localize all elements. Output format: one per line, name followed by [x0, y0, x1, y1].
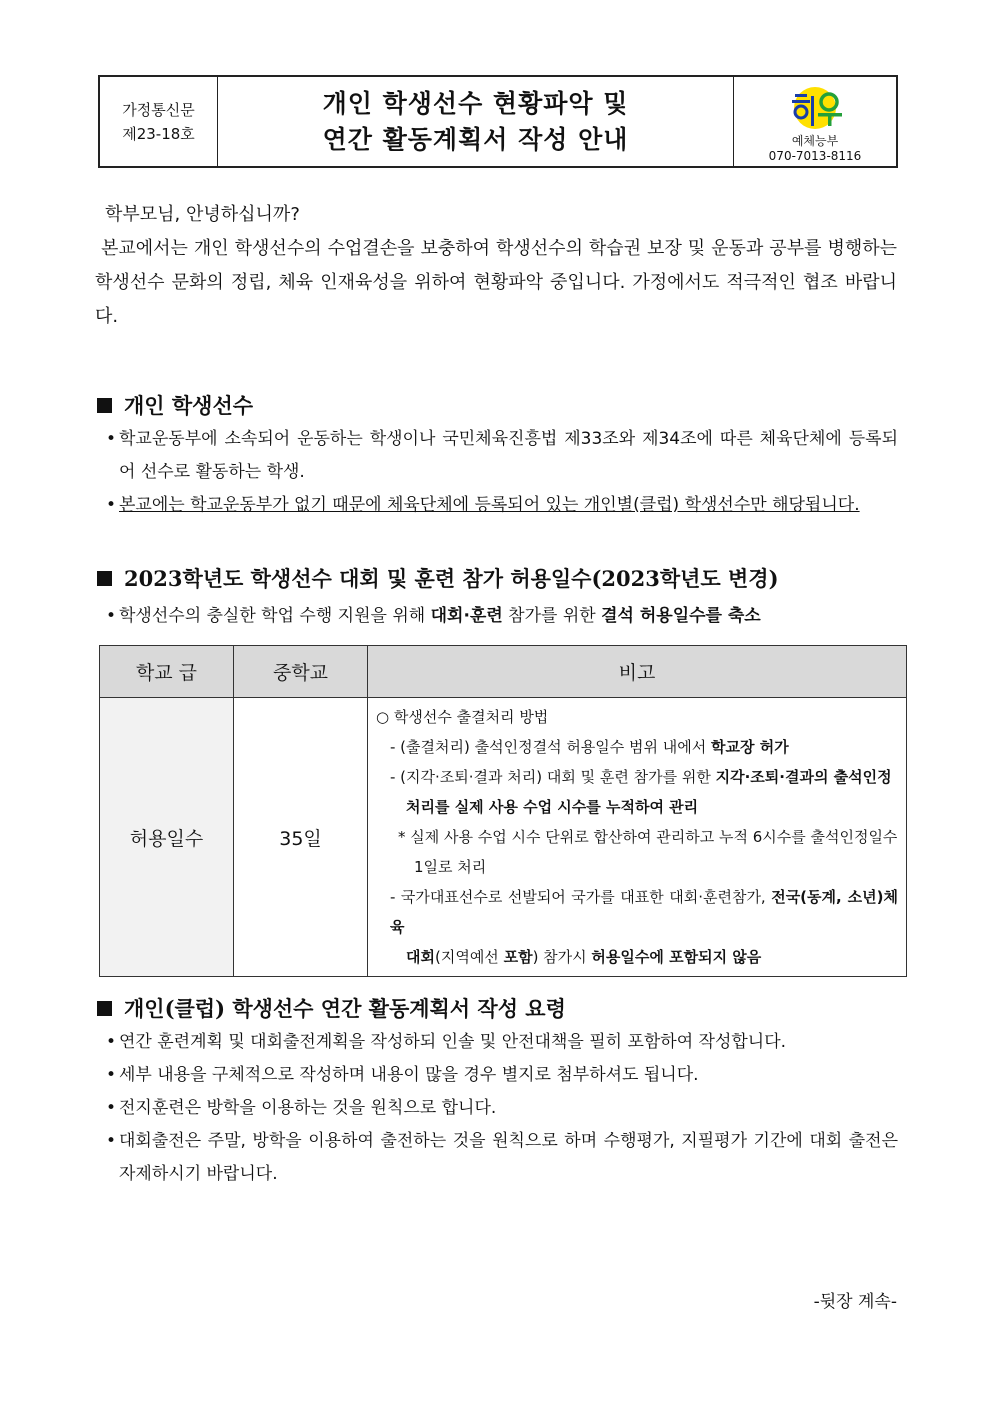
table-row — [100, 698, 907, 977]
greeting: 학부모님, 안녕하십니까? — [105, 204, 300, 225]
list-item: • 세부 내용을 구체적으로 작성하며 내용이 많을 경우 별지로 첨부하셔도 됩니다. — [106, 1059, 898, 1092]
table-header-cell: 중학교 — [234, 646, 368, 698]
row-label: 허용일수 — [100, 698, 234, 977]
document-header — [98, 75, 898, 168]
list-item: • 학교운동부에 소속되어 운동하는 학생이나 국민체육진흥법 제33조와 제34조에 따른 체육단체에 등록되어 선수로 활동하는 학생. — [106, 423, 898, 489]
title-line-1: 개인 학생선수 현황파악 및 — [322, 88, 629, 118]
bullet-dot-icon: • — [106, 1098, 117, 1118]
list-item: • 학생선수의 충실한 학업 수행 지원을 위해 대회·훈련 참가를 위한 결석 허용일수를 축소 — [106, 600, 898, 633]
continue-note: -뒷장 계속- — [813, 1292, 897, 1312]
notes-cell: ○ 학생선수 출결처리 방법 - (출결처리) 출석인정결석 허용일수 범위 내에서 학교장 허가 - (지각·조퇴·결과 처리) 대회 및 훈련 참가를 위한 지각·조퇴·결과의 출석인정 처리를 실제 사용 수업 시수를 누적하여 관리 * 실제 사용 수업 시수 단위로 합산하여 관리하고 누적 6시수를 출석인정일수 1일로 처리 - 국가대표선수로 선발되어 국가를 대표한 대회·훈련참가, 전국(동계, 소년)체육 대회(지역예선 포함) 참가시 허용일수에 포함되지 않음 — [368, 698, 907, 977]
bullet-dot-icon: • — [106, 1131, 117, 1151]
list-item: • 전지훈련은 방학을 이용하는 것을 원칙으로 합니다. — [106, 1092, 898, 1125]
list-item: • 대회출전은 주말, 방학을 이용하여 출전하는 것을 원칙으로 하며 수행평가, 지필평가 기간에 대회 출전은 자제하시기 바랍니다. — [106, 1125, 898, 1191]
bullet-dot-icon: • — [106, 606, 117, 626]
list-item: • 본교에는 학교운동부가 없기 때문에 체육단체에 등록되어 있는 개인별(클럽) 학생선수만 해당됩니다. — [106, 489, 898, 522]
section-1-bullets — [106, 423, 898, 522]
section-title-3: 개인(클럽) 학생선수 연간 활동계획서 작성 요령 — [95, 993, 566, 1023]
section-3-bullets — [106, 1026, 898, 1191]
table-header-row — [100, 646, 907, 698]
document-title — [218, 77, 734, 166]
list-item: • 연간 훈련계획 및 대회출전계획을 작성하되 인솔 및 안전대책을 필히 포함하여 작성합니다. — [106, 1026, 898, 1059]
bullet-dot-icon: • — [106, 429, 117, 449]
doc-number-box — [100, 77, 218, 166]
phone-number: 070-7013-8116 — [768, 149, 862, 163]
section-title-2: 2023학년도 학생선수 대회 및 훈련 참가 허용일수(2023학년도 변경) — [95, 563, 779, 593]
doc-type: 가정통신문 — [122, 100, 195, 119]
title-line-2: 연간 활동계획서 작성 안내 — [322, 124, 629, 154]
intro-paragraph: 본교에서는 개인 학생선수의 수업결손을 보충하여 학생선수의 학습권 보장 및 운동과 공부를 병행하는 학생선수 문화의 정립, 체육 인재육성을 위하여 현황파악 중입니다. 가정에서도 적극적인 협조 바랍니다. — [95, 238, 897, 327]
bullet-dot-icon: • — [106, 495, 117, 515]
contact-box — [734, 77, 896, 166]
bullet-dot-icon: • — [106, 1032, 117, 1052]
allowance-table — [99, 645, 907, 977]
doc-no: 제23-18호 — [122, 124, 195, 143]
square-bullet-icon — [97, 1001, 112, 1016]
table-header-cell: 비고 — [368, 646, 907, 698]
table-header-cell: 학교 급 — [100, 646, 234, 698]
section-title-1: 개인 학생선수 — [95, 390, 253, 420]
square-bullet-icon — [97, 571, 112, 586]
section-2-bullets — [106, 600, 898, 633]
intro-text — [95, 198, 897, 334]
school-logo-icon — [784, 86, 846, 130]
dept-name: 예체능부 — [791, 134, 839, 148]
row-value: 35일 — [234, 698, 368, 977]
bullet-dot-icon: • — [106, 1065, 117, 1085]
square-bullet-icon — [97, 398, 112, 413]
